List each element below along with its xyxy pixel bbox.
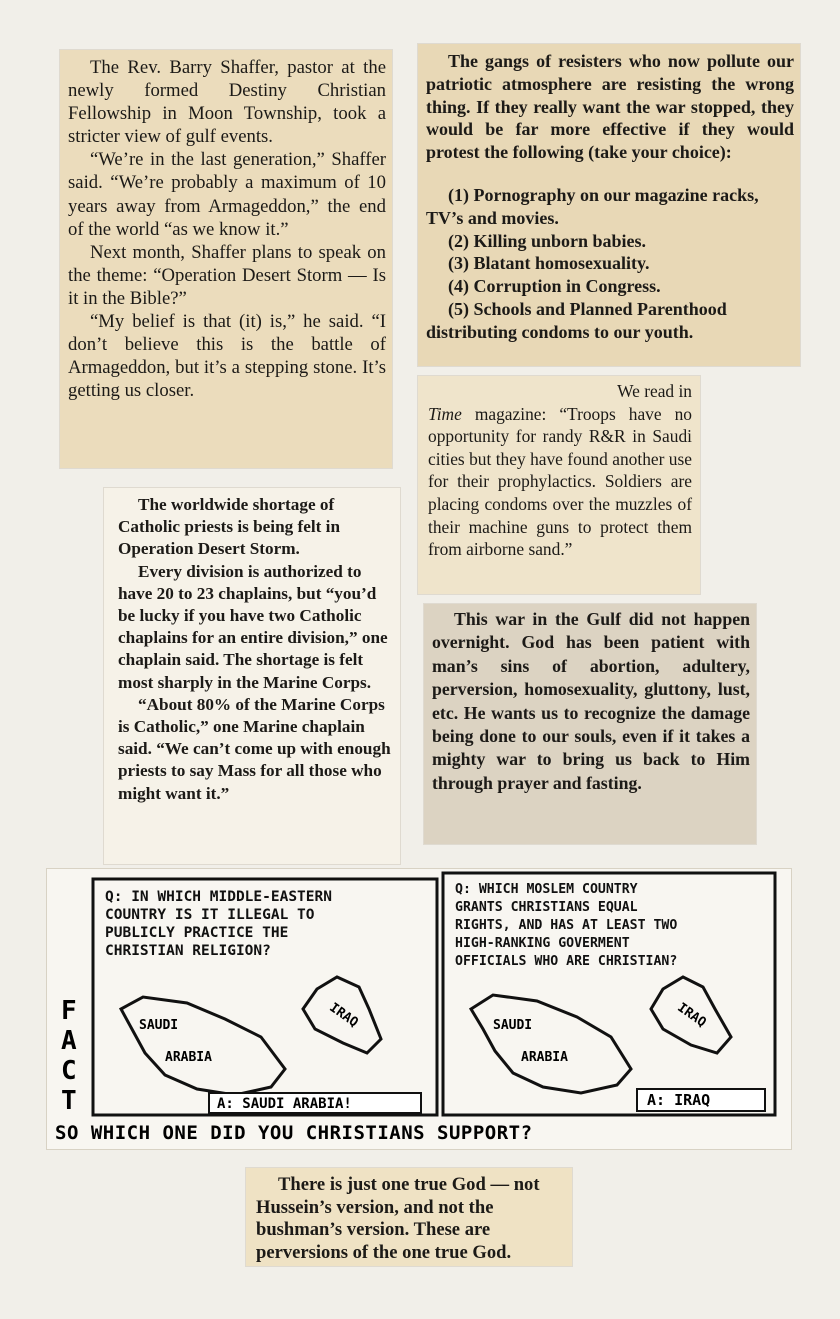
time-quote-text: magazine: “Troops have no opportunity for randy R&R in Saudi cities but they have found another use for their prophylactics. Soldiers are placing condoms over the muzzles of their machine guns to protect them from airborne sand.” (428, 403, 692, 560)
left-question-line-4: CHRISTIAN RELIGION? (105, 943, 271, 959)
right-question-line-2: GRANTS CHRISTIANS EQUAL (455, 900, 638, 915)
left-answer: A: SAUDI ARABIA! (217, 1096, 352, 1112)
resisters-item-2: (2) Killing unborn babies. (448, 230, 647, 251)
resisters-item-1: (1) Pornography on our magazine racks, TV’s and movies. (426, 184, 759, 228)
clipping-resisters-letter (418, 44, 800, 366)
left-question-line-1: Q: IN WHICH MIDDLE-EASTERN (105, 889, 332, 905)
clipping-priests-shortage (104, 488, 400, 864)
priests-paragraph-2: Every division is authorized to have 20 to 23 chaplains, but “you’d be lucky if you have two Catholic chaplains for an entire division,” one chaplain said. The shortage is felt most sharply in the Marine Corps. (118, 561, 388, 692)
right-answer: A: IRAQ (647, 1091, 711, 1109)
clipping-shaffer (60, 50, 392, 468)
resisters-item-3: (3) Blatant homosexuality. (448, 253, 650, 274)
saudi-arabia-map-icon (471, 995, 631, 1093)
shaffer-paragraph-2: “We’re in the last generation,” Shaffer said. “We’re probably a maximum of 10 years away from Armageddon,” the end of the world “as we know it.” (68, 149, 386, 240)
fact-letter: C (61, 1056, 77, 1086)
priests-paragraph-1: The worldwide shortage of Catholic priests is being felt in Operation Desert Storm. (118, 495, 341, 559)
fact-letter: F (61, 996, 77, 1026)
clipping-gulf-war (424, 604, 756, 844)
shaffer-paragraph-3: Next month, Shaffer plans to speak on the theme: “Operation Desert Storm — Is it in the Bible?” (68, 241, 386, 309)
fact-side-label (61, 996, 92, 1116)
gulf-text: This war in the Gulf did not happen overnight. God has been patient with man’s sins of abortion, adultery, perversion, homosexuality, gluttony, lust, etc. He wants us to recognize the damage being done to our souls, even if it takes a mighty war to bring us back to Him through prayer and fasting. (432, 609, 750, 793)
cartoon-drawing (47, 869, 791, 1149)
clipping-time-quote (418, 376, 700, 594)
saudi-arabia-map-icon (121, 997, 285, 1095)
right-question-line-1: Q: WHICH MOSLEM COUNTRY (455, 882, 638, 897)
fact-letter: T (61, 1086, 77, 1116)
one-god-text: There is just one true God — not Hussein’s version, and not the bushman’s version. These are perversions of the one true God. (256, 1174, 540, 1263)
right-question-line-4: HIGH-RANKING GOVERMENT (455, 936, 630, 951)
left-map-label-saudi: SAUDI (139, 1018, 179, 1033)
right-question-line-5: OFFICIALS WHO ARE CHRISTIAN? (455, 954, 678, 969)
right-map-label-iraq: IRAQ (674, 1000, 709, 1031)
left-question-line-2: COUNTRY IS IT ILLEGAL TO (105, 907, 315, 923)
resisters-lead: The gangs of resisters who now pollute our patriotic atmosphere are resisting the wrong thing. If they really want the war stopped, they would be far more effective if they would protest the following (take your choice): (426, 51, 794, 163)
shaffer-paragraph-1: The Rev. Barry Shaffer, pastor at the newly formed Destiny Christian Fellowship in Moon Township, took a stricter view of gulf events. (68, 57, 386, 148)
time-quote-intro: We read in (617, 381, 692, 401)
left-panel-question (105, 889, 341, 959)
shaffer-paragraph-4: “My belief is that (it) is,” he said. “I don’t believe this is the battle of Armageddon, but it’s a stepping stone. It’s getting us closer. (68, 311, 386, 402)
cartoon-caption: SO WHICH ONE DID YOU CHRISTIANS SUPPORT? (55, 1122, 533, 1144)
left-question-line-3: PUBLICLY PRACTICE THE (105, 925, 289, 941)
resisters-item-4: (4) Corruption in Congress. (448, 276, 661, 297)
left-map-label-iraq: IRAQ (326, 1000, 361, 1031)
resisters-item-5: (5) Schools and Planned Parenthood distributing condoms to our youth. (426, 298, 727, 342)
priests-paragraph-3: “About 80% of the Marine Corps is Catholic,” one Marine chaplain said. “We can’t come up with enough priests to say Mass for all those who might want it.” (118, 694, 391, 803)
right-map-label-arabia: ARABIA (521, 1050, 568, 1065)
right-question-line-3: RIGHTS, AND HAS AT LEAST TWO (455, 918, 678, 933)
fact-letter: A (61, 1026, 77, 1056)
right-map-label-saudi: SAUDI (493, 1018, 533, 1033)
right-panel-question (455, 882, 685, 969)
left-map-label-arabia: ARABIA (165, 1050, 212, 1065)
clipping-one-true-god (246, 1168, 572, 1266)
fact-cartoon (46, 868, 792, 1150)
time-magazine-title: Time (428, 403, 462, 424)
